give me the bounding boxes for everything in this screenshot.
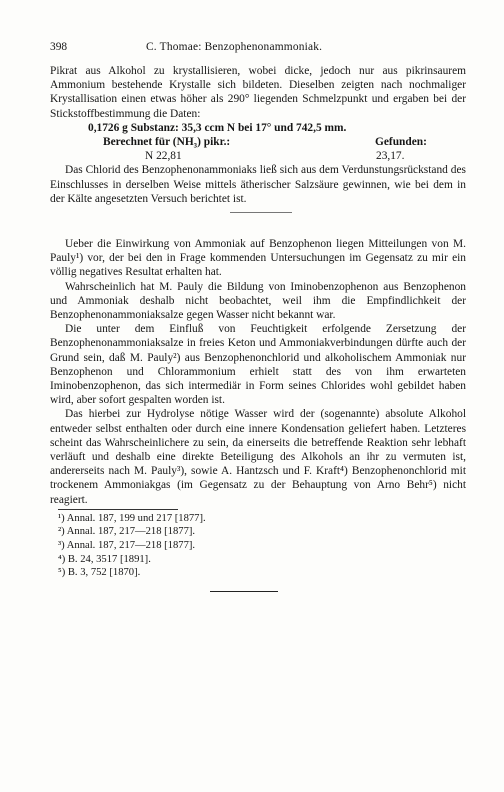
found-label: Gefunden: bbox=[375, 136, 427, 149]
footnote-3: ³) Annal. 187, 217—218 [1877]. bbox=[58, 540, 196, 552]
found-value: 23,17. bbox=[376, 150, 405, 163]
running-title: C. Thomae: Benzophenonammoniak. bbox=[146, 41, 323, 53]
paragraph-pikrat: Pikrat aus Alkohol zu krystallisieren, wobei dicke, jedoch nur aus pikrinsaurem Ammonium bestehende Krystalle sich bildeten. Dieselben zeigten nach nochmaliger Krystallisation einen etwas höher als 290° liegenden Schmelzpunkt und ergaben bei der Stickstoffbestimmung die Daten: bbox=[50, 65, 466, 120]
paragraph-chlorid: Das Chlorid des Benzophenonammoniaks ließ sich aus dem Verdunstungsrückstand des Einschlusses in derselben Weise mittels ätherischer Salzsäure gewinnen, wie bei dem in der Kälte angesetzten Versuch berichtet ist. bbox=[50, 164, 466, 205]
end-rule bbox=[210, 591, 278, 592]
footnote-4: ⁴) B. 24, 3517 [1891]. bbox=[58, 553, 151, 565]
paragraph-wahrscheinlich: Wahrscheinlich hat M. Pauly die Bildung von Iminobenzophenon aus Benzophenon und Ammoniak deshalb nicht beobachtet, weil ihm die Empfindlichkeit der Benzophenonammoniaksalze gegen Wasser nicht bekannt war. bbox=[50, 280, 466, 322]
nitrogen-measurement bbox=[50, 121, 466, 164]
calculated-label: Berechnet für (NH₃) pikr.: bbox=[103, 136, 231, 149]
footnote-divider bbox=[58, 509, 178, 510]
page-number: 398 bbox=[50, 41, 68, 53]
footnotes bbox=[50, 512, 466, 580]
paragraph-zersetzung: Die unter dem Einfluß von Feuchtigkeit erfolgende Zersetzung der Benzophenonammoniaksalze in freies Keton und Ammoniakverbindungen dürfte auch der Grund sein, daß M. Pauly²) aus Benzophenonchlorid und alkoholischem Ammoniak nur Benzophenon und Chlorammonium erhielt statt des von ihm erwarteten Iminobenzophenon, das sich intermediär in Form seines Chlorides wohl gebildet haben wird, aber sofort gespalten worden ist. bbox=[50, 323, 466, 407]
footnote-1: ¹) Annal. 187, 199 und 217 [1877]. bbox=[58, 512, 206, 524]
footnote-2: ²) Annal. 187, 217—218 [1877]. bbox=[58, 526, 196, 538]
measurement-line: 0,1726 g Substanz: 35,3 ccm N bei 17° und 742,5 mm. bbox=[88, 121, 347, 134]
footnote-5: ⁵) B. 3, 752 [1870]. bbox=[58, 567, 141, 579]
paragraph-einwirkung: Ueber die Einwirkung von Ammoniak auf Benzophenon liegen Mitteilungen von M. Pauly¹) vor, der bei den in Frage kommenden Untersuchungen im Gegensatz zu mir ein völlig negatives Resultat erhalten hat. bbox=[50, 238, 466, 279]
page-header bbox=[50, 40, 466, 58]
paragraph-hydrolyse: Das hierbei zur Hydrolyse nötige Wasser wird der (sogenannte) absolute Alkohol entweder selbst enthalten oder durch eine innere Kondensation geliefert haben. Letzteres scheint das Wahrscheinlichere zu sein, da einerseits die betreffende Reaktion sehr lebhaft verläuft und deshalb eine direkte Beteiligung des Alkohols an ihr zu vermuten ist, andererseits nach M. Pauly³), sowie A. Hantzsch und F. Kraft⁴) Benzophenonchlorid mit trockenem Ammoniakgas (im Gegensatz zu der Behauptung von Arno Behr⁵) nicht reagiert. bbox=[50, 408, 466, 506]
calculated-value: N 22,81 bbox=[145, 150, 182, 163]
